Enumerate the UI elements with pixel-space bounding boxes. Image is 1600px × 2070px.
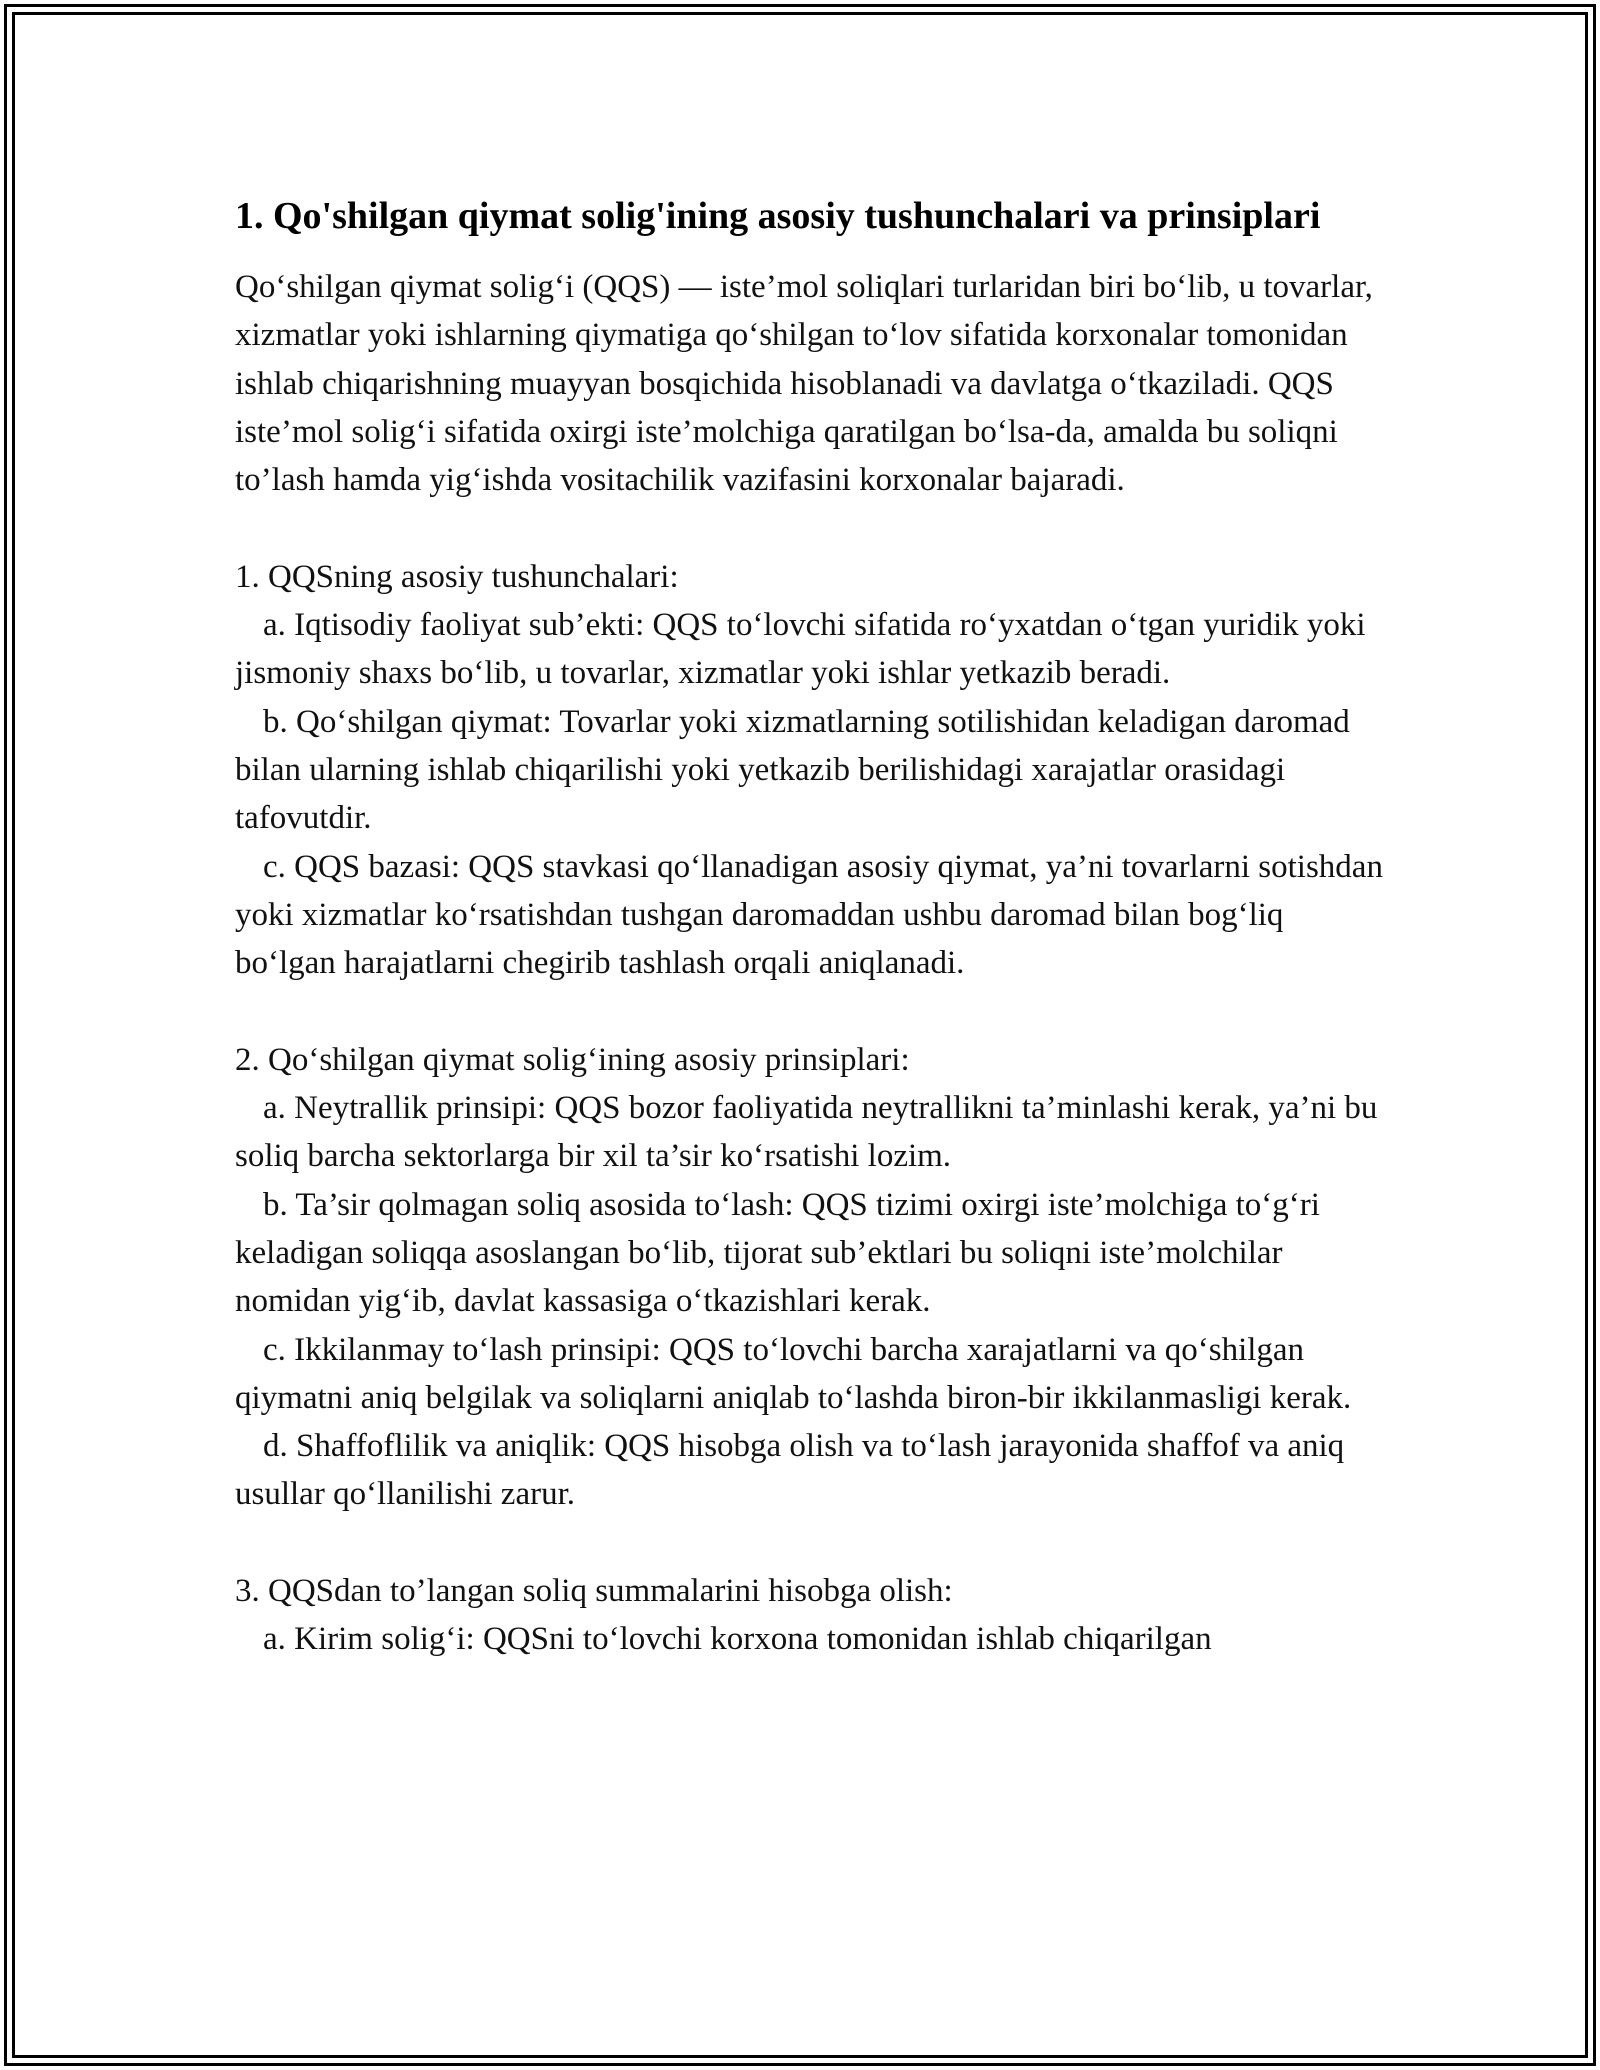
list-item: a. Kirim solig‘i: QQSni to‘lovchi korxona tomonidan ishlab chiqarilgan [263, 1621, 1212, 1658]
document-title: 1. Qo'shilgan qiymat solig'ining asosiy tushunchalari va prinsiplari [235, 195, 1321, 237]
list-item: a. Iqtisodiy faoliyat sub’ekti: QQS to‘lovchi sifatida ro‘yxatdan o‘tgan yuridik yoki jismoniy shaxs bo‘lib, u tovarlar, xizmatlar yoki ishlar yetkazib beradi. [235, 607, 1366, 692]
section-heading: 2. Qo‘shilgan qiymat solig‘ining asosiy prinsiplari: [235, 1041, 910, 1078]
spacer [235, 504, 1385, 552]
section-heading: 3. QQSdan to’langan soliq summalarini hisobga olish: [235, 1573, 953, 1610]
document-body [235, 188, 1385, 1664]
spacer [235, 987, 1385, 1035]
list-item: c. Ikkilanmay to‘lash prinsipi: QQS to‘lovchi barcha xarajatlarni va qo‘shilgan qiymatni aniq belgilak va soliqlarni aniqlab to‘lashda biron-bir ikkilanmasligi kerak. [235, 1331, 1352, 1416]
section-accounting [235, 1567, 1385, 1664]
spacer [235, 1519, 1385, 1567]
section-heading: 1. QQSning asosiy tushunchalari: [235, 558, 679, 595]
list-item: d. Shaffoflilik va aniqlik: QQS hisobga olish va to‘lash jarayonida shaffof va aniq usullar qo‘llanilishi zarur. [235, 1428, 1345, 1513]
list-item: b. Ta’sir qolmagan soliq asosida to‘lash: QQS tizimi oxirgi iste’molchiga to‘g‘ri keladigan soliqqa asoslangan bo‘lib, tijorat sub’ektlari bu soliqni iste’molchilar nomidan yig‘ib, davlat kassasiga o‘tkazishlari kerak. [235, 1186, 1320, 1320]
section-principles [235, 1036, 1385, 1519]
list-item: a. Neytrallik prinsipi: QQS bozor faoliyatida neytrallikni ta’minlashi kerak, ya’ni bu soliq barcha sektorlarga bir xil ta’sir ko‘rsatishi lozim. [235, 1090, 1378, 1175]
section-concepts [235, 553, 1385, 988]
intro-paragraph: Qo‘shilgan qiymat solig‘i (QQS) — iste’mol soliqlari turlaridan biri bo‘lib, u tovarlar, xizmatlar yoki ishlarning qiymatiga qo‘shilgan to‘lov sifatida korxonalar tomonidan ishlab chiqarishning muayyan bosqichida hisoblanadi va davlatga o‘tkaziladi. QQS iste’mol solig‘i sifatida oxirgi iste’molchiga qaratilgan bo‘lsa-da, amalda bu soliqni to’lash hamda yig‘ishda vositachilik vazifasini korxonalar bajaradi. [235, 269, 1373, 499]
list-item: b. Qo‘shilgan qiymat: Tovarlar yoki xizmatlarning sotilishidan keladigan daromad bilan ularning ishlab chiqarilishi yoki yetkazib berilishidagi xarajatlar orasidagi tafovutdir. [235, 703, 1350, 837]
list-item: c. QQS bazasi: QQS stavkasi qo‘llanadigan asosiy qiymat, ya’ni tovarlarni sotishdan yoki xizmatlar ko‘rsatishdan tushgan daromaddan ushbu daromad bilan bog‘liq bo‘lgan harajatlarni chegirib tashlash orqali aniqlanadi. [235, 848, 1383, 982]
